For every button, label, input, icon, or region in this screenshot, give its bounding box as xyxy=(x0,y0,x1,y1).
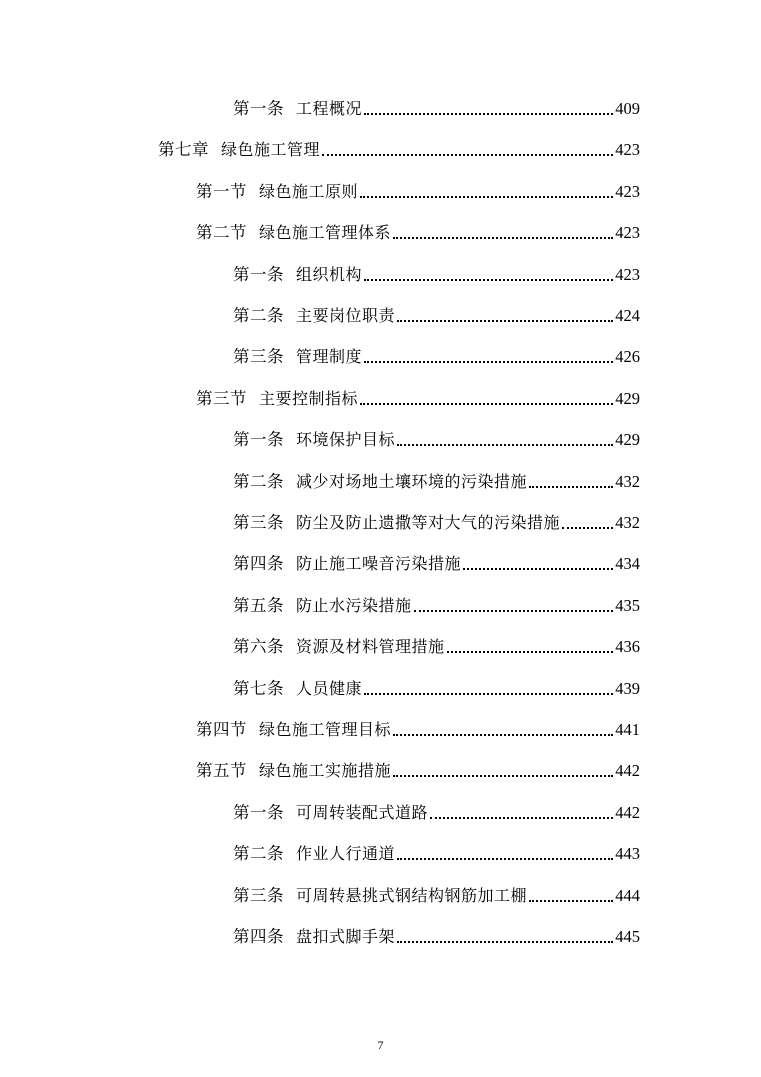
toc-entry[interactable] xyxy=(196,177,640,203)
toc-entry-title: 主要岗位职责 xyxy=(296,306,396,325)
dot-leader xyxy=(364,113,613,115)
dot-leader xyxy=(364,693,613,695)
toc-entry-label: 第六条 xyxy=(233,637,284,657)
toc-entry-label: 第五条 xyxy=(233,595,284,615)
toc-entry[interactable] xyxy=(196,384,640,410)
toc-entry-title: 绿色施工管理体系 xyxy=(259,223,392,243)
dot-leader xyxy=(397,444,613,446)
toc-entry[interactable] xyxy=(233,94,640,120)
toc-entry-title: 防止施工噪音污染措施 xyxy=(296,554,462,574)
toc-entry-label: 第三条 xyxy=(233,513,284,532)
toc-entry-page-number: 443 xyxy=(615,844,640,864)
toc-entry-label: 第二条 xyxy=(233,306,284,325)
dot-leader xyxy=(430,817,613,819)
toc-entry-page-number: 435 xyxy=(615,595,640,615)
dot-leader xyxy=(397,941,613,943)
toc-entry-title: 防止水污染措施 xyxy=(296,595,412,615)
toc-entry-title: 盘扣式脚手架 xyxy=(296,927,396,946)
toc-entry[interactable] xyxy=(233,342,640,368)
toc-entry-label: 第一条 xyxy=(233,264,284,284)
toc-entry-page-number: 442 xyxy=(615,761,640,781)
toc-entry[interactable] xyxy=(233,508,640,534)
toc-entry[interactable] xyxy=(196,756,640,782)
toc-entry-page-number: 434 xyxy=(615,554,640,574)
toc-entry-page-number: 423 xyxy=(615,181,640,201)
toc-entry-label: 第七章 xyxy=(158,140,209,160)
toc-entry-label: 第一条 xyxy=(233,430,284,450)
toc-entry-page-number: 429 xyxy=(615,388,640,408)
toc-entry[interactable] xyxy=(233,881,640,907)
toc-entry-label: 第二条 xyxy=(233,471,284,491)
dot-leader xyxy=(364,361,613,363)
toc-entry-page-number: 442 xyxy=(615,802,640,822)
toc-entry-title: 资源及材料管理措施 xyxy=(296,637,445,657)
dot-leader xyxy=(397,320,613,322)
toc-entry-label: 第一节 xyxy=(196,181,247,201)
toc-entry[interactable] xyxy=(233,591,640,617)
toc-entry-page-number: 423 xyxy=(615,223,640,243)
toc-entry-label: 第三条 xyxy=(233,885,284,905)
toc-entry[interactable] xyxy=(233,922,640,948)
toc-entry-title: 可周转装配式道路 xyxy=(296,802,429,822)
toc-entry-title: 组织机构 xyxy=(296,264,363,284)
dot-leader xyxy=(447,651,614,653)
toc-entry-page-number: 432 xyxy=(615,471,640,491)
toc-entry-page-number: 423 xyxy=(615,140,640,160)
toc-entry-page-number: 436 xyxy=(615,637,640,657)
toc-entry-page-number: 432 xyxy=(615,513,640,532)
toc-entry-page-number: 424 xyxy=(615,306,640,325)
toc-entry-title: 绿色施工实施措施 xyxy=(259,761,392,781)
dot-leader xyxy=(463,568,613,570)
toc-entry-label: 第一条 xyxy=(233,99,284,118)
page-number: 7 xyxy=(377,1038,384,1052)
toc-entry-title: 可周转悬挑式钢结构钢筋加工棚 xyxy=(296,885,528,905)
toc-entry-label: 第五节 xyxy=(196,761,247,781)
toc-entry-page-number: 439 xyxy=(615,678,640,698)
toc-entry-title: 工程概况 xyxy=(296,99,363,118)
toc-entry-label: 第四条 xyxy=(233,927,284,946)
toc-entry-title: 防尘及防止遗撒等对大气的污染措施 xyxy=(296,513,561,532)
toc-entry-title: 绿色施工管理目标 xyxy=(259,720,392,739)
toc-entry-title: 人员健康 xyxy=(296,678,363,698)
toc-entry-title: 主要控制指标 xyxy=(259,388,359,408)
toc-entry-label: 第一条 xyxy=(233,802,284,822)
toc-entry-page-number: 429 xyxy=(615,430,640,450)
dot-leader xyxy=(393,775,613,777)
toc-entry-title: 绿色施工管理 xyxy=(221,140,321,160)
toc-entry-label: 第三节 xyxy=(196,388,247,408)
dot-leader xyxy=(393,237,613,239)
toc-entry-label: 第三条 xyxy=(233,347,284,367)
toc-entry-title: 绿色施工原则 xyxy=(259,181,359,201)
dot-leader xyxy=(529,486,613,488)
toc-entry[interactable] xyxy=(233,549,640,575)
toc-entry-label: 第七条 xyxy=(233,678,284,698)
dot-leader xyxy=(322,154,613,156)
toc-entry[interactable] xyxy=(233,467,640,493)
toc-entry-label: 第四节 xyxy=(196,720,247,739)
dot-leader xyxy=(393,734,613,736)
dot-leader xyxy=(562,527,613,529)
toc-entry-title: 管理制度 xyxy=(296,347,363,367)
toc-entry[interactable] xyxy=(233,798,640,824)
toc-entry-page-number: 444 xyxy=(615,885,640,905)
dot-leader xyxy=(397,858,613,860)
toc-entry[interactable] xyxy=(196,715,640,741)
toc-entry[interactable] xyxy=(233,301,640,327)
toc-entry-label: 第四条 xyxy=(233,554,284,574)
toc-entry-page-number: 441 xyxy=(615,720,640,739)
toc-entry[interactable] xyxy=(233,425,640,451)
toc-entry[interactable] xyxy=(158,135,640,161)
dot-leader xyxy=(360,403,613,405)
toc-entry-page-number: 409 xyxy=(615,99,640,118)
toc-entry-label: 第二节 xyxy=(196,223,247,243)
toc-entry[interactable] xyxy=(196,218,640,244)
toc-entry[interactable] xyxy=(233,839,640,865)
toc-entry-page-number: 423 xyxy=(615,264,640,284)
toc-entry-page-number: 445 xyxy=(615,927,640,946)
toc-entry-label: 第二条 xyxy=(233,844,284,864)
dot-leader xyxy=(360,196,613,198)
toc-entry[interactable] xyxy=(233,260,640,286)
dot-leader xyxy=(529,900,613,902)
toc-entry-page-number: 426 xyxy=(615,347,640,367)
toc-entry[interactable] xyxy=(233,674,640,700)
toc-entry[interactable] xyxy=(233,632,640,658)
toc-entry-title: 减少对场地土壤环境的污染措施 xyxy=(296,471,528,491)
dot-leader xyxy=(364,279,613,281)
toc-entry-title: 作业人行通道 xyxy=(296,844,396,864)
toc-entry-title: 环境保护目标 xyxy=(296,430,396,450)
dot-leader xyxy=(414,610,614,612)
